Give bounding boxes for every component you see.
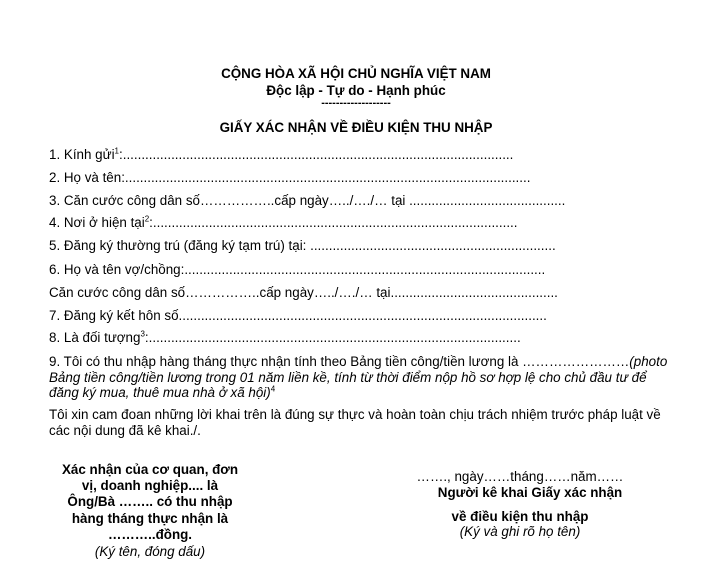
field-full-name: 2. Họ và tên:............................................................................................................. (49, 170, 531, 185)
right-sign-line-1: Người kê khai Giấy xác nhận (437, 485, 623, 500)
header-separator: ------------------- (321, 97, 391, 109)
left-sign-line-4: hàng tháng thực nhận là (71, 511, 229, 526)
signing-date: ……., ngày……tháng……năm…… (416, 469, 624, 484)
right-sign-note: (Ký và ghi rõ họ tên) (459, 524, 581, 539)
field-monthly-income-note-start: (photo (629, 354, 668, 369)
field-beneficiary-type-dots: :.................................................................................................... (144, 330, 521, 345)
field-beneficiary-type-label: 8. Là đối tượng (49, 330, 141, 345)
field-monthly-income-note-end (49, 385, 275, 400)
right-sign-line-2: về điều kiện thu nhập (451, 509, 589, 524)
field-spouse-name: 6. Họ và tên vợ/chồng:................................................................................................. (49, 262, 546, 277)
field-current-address-label: 4. Nơi ở hiện tại (49, 215, 145, 230)
footnote-mark-3: 3 (140, 329, 145, 339)
declaration-line-2: các nội dung đã kê khai./. (49, 423, 201, 438)
country-name: CỘNG HÒA XÃ HỘI CHỦ NGHĨA VIỆT NAM (221, 66, 491, 81)
left-sign-line-5: ………..đồng. (107, 527, 193, 542)
field-id-card: 3. Căn cước công dân số……………..cấp ngày…../…./… tại .......................................... (49, 193, 566, 208)
footnote-mark-4: 4 (270, 384, 276, 394)
left-sign-line-2: vị, doanh nghiệp.... là (81, 478, 219, 493)
footnote-mark-1: 1 (114, 146, 119, 156)
field-spouse-id-card: Căn cước công dân số……………..cấp ngày…../…./… tại............................................. (49, 285, 558, 300)
document-title: GIẤY XÁC NHẬN VỀ ĐIỀU KIỆN THU NHẬP (219, 120, 493, 135)
field-current-address-dots: :.................................................................................................. (149, 215, 518, 230)
field-recipient (49, 147, 513, 162)
footnote-mark-2: 2 (144, 214, 150, 224)
national-motto: Độc lập - Tự do - Hạnh phúc (266, 83, 446, 98)
field-permanent-residence: 5. Đăng ký thường trú (đăng ký tạm trú) tại: .................................................................. (49, 238, 556, 253)
left-sign-note: (Ký tên, đóng dấu) (94, 544, 206, 559)
left-sign-line-3: Ông/Bà …….. có thu nhập (67, 494, 233, 509)
field-beneficiary-type (49, 330, 521, 345)
left-sign-line-1: Xác nhận của cơ quan, đơn (61, 462, 239, 477)
field-monthly-income-text: 9. Tôi có thu nhập hàng tháng thực nhận tính theo Bảng tiền công/tiền lương là …………………… (49, 354, 630, 369)
declaration-line-1: Tôi xin cam đoan những lời khai trên là đúng sự thực và hoàn toàn chịu trách nhiệm trước pháp luật về (49, 407, 661, 422)
field-monthly-income-note-end-text: đăng ký mua, thuê mua nhà ở xã hội) (49, 385, 271, 400)
field-recipient-label: 1. Kính gửi (49, 147, 115, 162)
field-marriage-registration: 7. Đăng ký kết hôn số................................................................................................... (49, 308, 547, 323)
field-current-address (49, 215, 518, 230)
field-recipient-dots: :......................................................................................................... (119, 147, 514, 162)
field-monthly-income (49, 354, 667, 369)
field-monthly-income-note: Bảng tiền công/tiền lương trong 01 năm liền kề, tính từ thời điểm nộp hồ sơ hợp lệ cho chủ đầu tư để (49, 370, 647, 385)
